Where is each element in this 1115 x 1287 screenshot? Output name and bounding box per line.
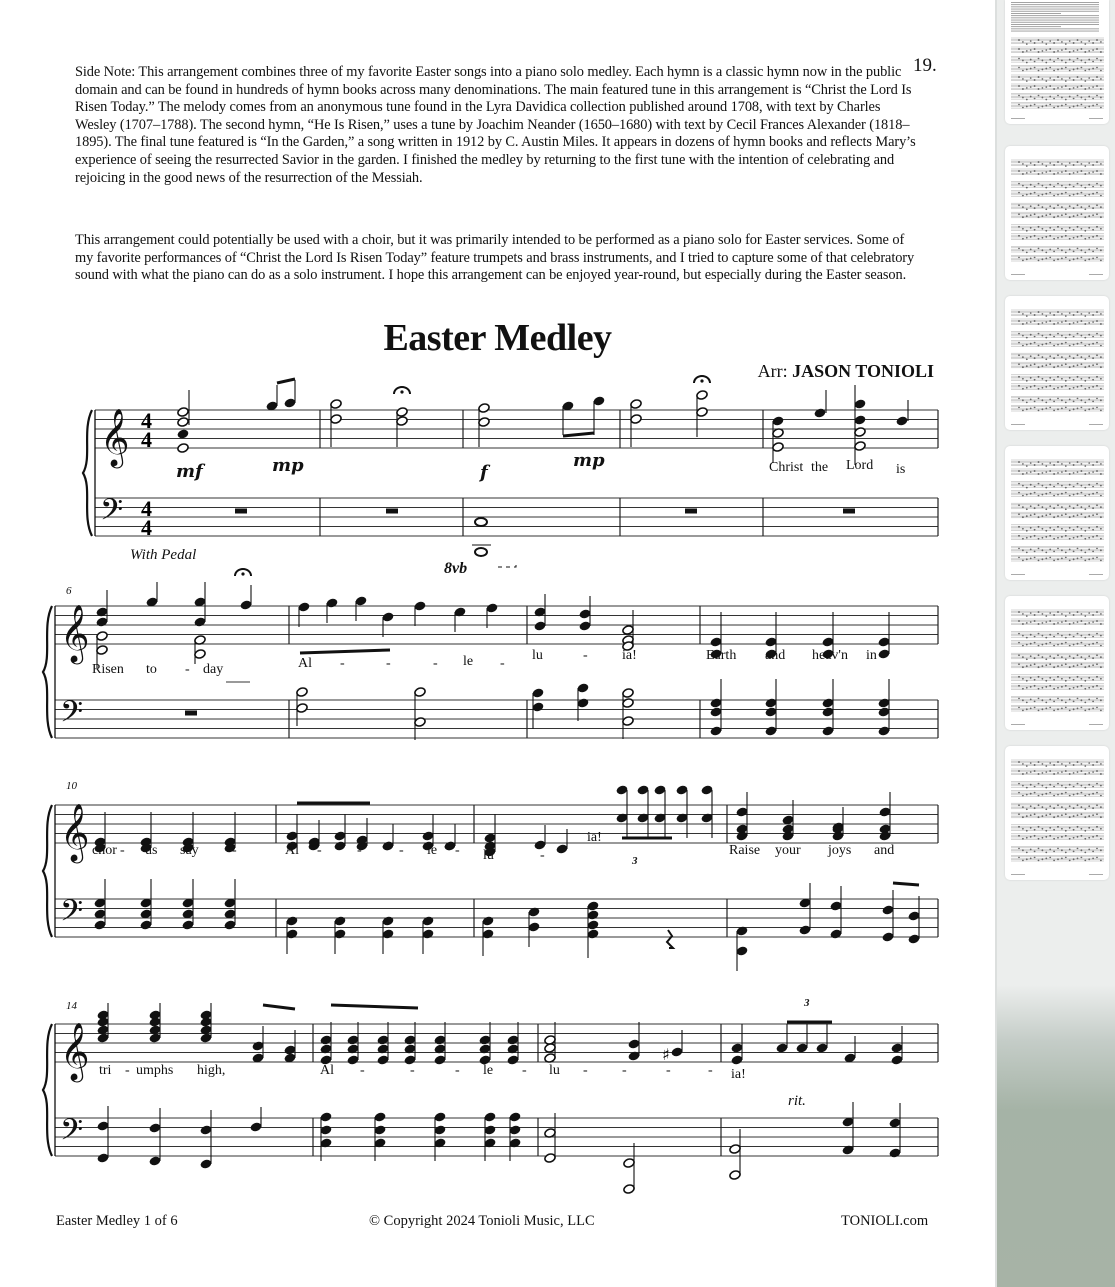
bass-clef-icon: 𝄢 — [60, 894, 84, 936]
lyric-syllable: - — [120, 843, 125, 858]
lyric-syllable: day — [203, 662, 224, 677]
lyric-syllable: le — [463, 654, 474, 669]
quarter-note-head — [177, 429, 189, 440]
quarter-note-head — [97, 1017, 109, 1028]
lyric-syllable: to — [146, 662, 157, 677]
half-note-head — [729, 1170, 741, 1181]
quarter-note-head — [896, 416, 908, 427]
quarter-note-head — [374, 1112, 386, 1123]
lyric-syllable: is — [896, 462, 906, 477]
quarter-note-head — [593, 396, 605, 407]
quarter-note-head — [765, 726, 777, 737]
lyric-syllable: - — [232, 843, 237, 858]
half-note-head — [177, 407, 189, 418]
half-note-head — [396, 407, 408, 418]
bass-clef-icon: 𝄢 — [100, 493, 124, 535]
quarter-note-head — [671, 1047, 683, 1058]
quarter-note-head — [434, 1035, 446, 1046]
footer-title: Easter Medley 1 of 6 — [56, 1213, 178, 1229]
quarter-note-head — [776, 1043, 788, 1054]
beam — [563, 433, 594, 436]
lyric-syllable: ia! — [622, 648, 637, 663]
quarter-note-head — [355, 596, 367, 607]
quarter-note-head — [286, 929, 298, 940]
triplet-mark: 3 — [804, 997, 810, 1009]
quarter-note-head — [676, 785, 688, 796]
lyric-syllable: us — [145, 843, 158, 858]
time-signature-numerator: 4 — [141, 496, 152, 521]
page-thumbnail-sidebar[interactable] — [995, 0, 1115, 1287]
quarter-note-head — [556, 844, 568, 855]
quarter-note-head — [822, 637, 834, 648]
thumbnail-preview — [1005, 446, 1109, 580]
quarter-note-head — [772, 416, 784, 427]
quarter-note-head — [731, 1055, 743, 1066]
whole-rest — [843, 509, 855, 514]
dynamic-f: f — [480, 462, 488, 483]
fermata-dot — [241, 572, 244, 575]
treble-clef-icon: 𝄞 — [100, 408, 130, 466]
lyric-syllable: high, — [197, 1063, 226, 1078]
page-thumbnail-6[interactable] — [1005, 746, 1109, 880]
brace — [43, 1024, 52, 1156]
quarter-note-head — [816, 1043, 828, 1054]
quarter-note-head — [587, 910, 599, 921]
quarter-note-head — [854, 415, 866, 426]
quarter-note-head — [878, 649, 890, 660]
quarter-note-head — [97, 1121, 109, 1132]
quarter-note-head — [701, 785, 713, 796]
half-note-head — [96, 645, 108, 656]
quarter-note-head — [577, 698, 589, 709]
lyric-syllable: - — [357, 843, 362, 858]
quarter-note-head — [882, 932, 894, 943]
thumbnail-preview — [1005, 746, 1109, 880]
quarter-note-head — [587, 920, 599, 931]
brace — [83, 410, 92, 536]
quarter-note-head — [908, 911, 920, 922]
dynamic-mp: mp — [272, 455, 304, 476]
quarter-note-head — [579, 621, 591, 632]
dynamic-mp: mp — [573, 450, 605, 471]
quarter-note-head — [765, 698, 777, 709]
lyric-syllable: Earth — [706, 648, 737, 663]
triplet-mark: 3 — [632, 855, 638, 867]
quarter-note-head — [534, 621, 546, 632]
quarter-note-head — [334, 916, 346, 927]
quarter-note-head — [878, 707, 890, 718]
half-note-head — [478, 417, 490, 428]
measure-number: 14 — [66, 1000, 77, 1012]
page-thumbnail-5[interactable] — [1005, 596, 1109, 730]
side-note-text: Side Note: This arrangement combines three of my favorite Easter songs into a piano solo medley. Each hymn is a classic hymn now in the public domain and can be found in hundreds of hymn books across many denominations. The main featured tune in this arrangement is “Christ the Lord Is Risen Today.” The melody comes from an anonymous tune found in the Lyra Davidica collection published around 1708, with text by Charles Wesley (1707–1788). The second hymn, “He Is Risen,” uses a tune by Joachim Neander (1650–1680) with text by Cecil Frances Alexander (1818–1895). The final tune featured is “In the Garden,” a song written in 1912 by C. Austin Miles. It appears in dozens of hymn books and reflects Mary’s experience of seeing the resurrected Savior in the garden. I finished the medley by returning to the first tune with the intention of celebrating and rejoicing in the good news of the resurrection of the Messiah. — [75, 64, 916, 186]
quarter-note-head — [822, 726, 834, 737]
quarter-note-head — [507, 1055, 519, 1066]
time-signature-denominator: 4 — [141, 427, 152, 452]
treble-clef-icon: 𝄞 — [60, 1022, 90, 1080]
half-note-head — [696, 390, 708, 401]
footer-website: TONIOLI.com — [841, 1213, 929, 1229]
quarter-note-head — [252, 1041, 264, 1052]
quarter-note-head — [224, 920, 236, 931]
lyric-syllable: - — [386, 656, 391, 671]
quarter-note-head — [298, 602, 310, 613]
brace — [43, 805, 52, 937]
half-note-head — [177, 443, 189, 454]
half-note-head — [630, 399, 642, 410]
thumbnail-preview — [1005, 0, 1109, 124]
half-note-head — [96, 631, 108, 642]
lyric-syllable: lu — [483, 848, 494, 863]
quarter-note-head — [654, 785, 666, 796]
quarter-note-head — [382, 841, 394, 852]
quarter-note-head — [434, 1112, 446, 1123]
quarter-note-head — [482, 929, 494, 940]
quarter-note-head — [587, 929, 599, 940]
half-note-head — [177, 417, 189, 428]
brace — [43, 606, 52, 738]
dynamic-mf: mf — [176, 461, 203, 482]
whole-note-head — [475, 548, 487, 556]
quarter-note-head — [382, 916, 394, 927]
quarter-note-head — [94, 920, 106, 931]
bass-clef-icon: 𝄢 — [60, 695, 84, 737]
half-note-head — [544, 1153, 556, 1164]
quarter-note-head — [908, 934, 920, 945]
quarter-note-head — [320, 1112, 332, 1123]
page-thumbnail-2[interactable] — [1005, 146, 1109, 280]
quarter-note-head — [347, 1035, 359, 1046]
whole-rest — [185, 711, 197, 716]
quarter-note-head — [434, 1125, 446, 1136]
side-note-text: This arrangement could potentially be used with a choir, but it was primarily intended to be performed as a piano solo for Easter services. Some of my favorite performances of “Christ the Lord Is Risen Today” feature trumpets and brass instruments, and I tried to capture some of that celebratory sound with what the piano can do as a solo instrument. I hope this arrangement can be enjoyed year-round, but especially during the Easter season. — [75, 232, 915, 284]
quarter-note-head — [200, 1125, 212, 1136]
quarter-note-head — [889, 1118, 901, 1129]
quarter-note-head — [284, 398, 296, 409]
lyric-syllable: Al — [320, 1063, 334, 1078]
lyric-syllable: lu — [549, 1063, 560, 1078]
quarter-note-head — [736, 807, 748, 818]
quarter-note-head — [194, 617, 206, 628]
quarter-note-head — [422, 916, 434, 927]
lyric-syllable: Al — [298, 656, 312, 671]
quarter-note-head — [377, 1035, 389, 1046]
half-note-head — [854, 441, 866, 452]
quarter-note-head — [286, 916, 298, 927]
quarter-note-head — [822, 707, 834, 718]
quarter-note-head — [889, 1148, 901, 1159]
quarter-note-head — [736, 946, 748, 957]
lyric-syllable: - — [540, 848, 545, 863]
quarter-note-head — [765, 707, 777, 718]
bass-clef-icon: 𝄢 — [60, 1113, 84, 1155]
half-note-head — [396, 416, 408, 427]
lyric-syllable: le — [483, 1063, 494, 1078]
lyric-syllable: Lord — [846, 458, 874, 473]
quarter-note-head — [878, 698, 890, 709]
quarter-note-head — [422, 929, 434, 940]
whole-rest — [386, 509, 398, 514]
quarter-note-head — [891, 1043, 903, 1054]
quarter-note-head — [637, 785, 649, 796]
lyric-syllable: le — [427, 843, 438, 858]
lyric-syllable: Al — [285, 843, 299, 858]
thumbnail-preview — [1005, 596, 1109, 730]
quarter-note-head — [334, 841, 346, 852]
whole-rest — [685, 509, 697, 514]
half-note-head — [623, 1158, 635, 1169]
half-note-head — [414, 717, 426, 728]
quarter-note-head — [854, 399, 866, 410]
quarter-note-head — [878, 637, 890, 648]
quarter-note-head — [96, 617, 108, 628]
lyric-syllable: - — [622, 1063, 627, 1078]
lyric-syllable: ia! — [587, 830, 602, 845]
quarter-note-head — [814, 408, 826, 419]
lyric-syllable: in — [866, 648, 877, 663]
lyric-syllable: - — [410, 1063, 415, 1078]
quarter-note-head — [334, 831, 346, 842]
quarter-note-head — [532, 702, 544, 713]
quarter-note-head — [882, 905, 894, 916]
lyric-syllable: Risen — [92, 662, 124, 677]
lyric-syllable: - — [583, 648, 588, 663]
half-note-head — [630, 414, 642, 425]
fermata-dot — [700, 379, 703, 382]
lyric-syllable: joys — [828, 843, 852, 858]
lyric-syllable: - — [666, 1063, 671, 1078]
half-note-head — [854, 427, 866, 438]
lyric-syllable: - — [500, 656, 505, 671]
quarter-note-head — [149, 1033, 161, 1044]
quarter-note-head — [832, 831, 844, 842]
quarter-note-head — [830, 929, 842, 940]
lyric-syllable: - — [522, 1063, 527, 1078]
half-note-head — [622, 625, 634, 636]
lyric-syllable: the — [811, 460, 829, 475]
whole-rest — [235, 509, 247, 514]
footer-copyright: © Copyright 2024 Tonioli Music, LLC — [369, 1213, 595, 1229]
quarter-note-head — [736, 831, 748, 842]
half-note-head — [478, 403, 490, 414]
quarter-note-head — [149, 1017, 161, 1028]
half-note-head — [414, 687, 426, 698]
quarter-rest — [667, 930, 673, 948]
quarter-note-head — [347, 1055, 359, 1066]
quarter-note-head — [200, 1017, 212, 1028]
lyric-syllable: - — [583, 1063, 588, 1078]
lyric-syllable: - — [360, 1063, 365, 1078]
half-note-head — [622, 698, 634, 709]
quarter-note-head — [286, 831, 298, 842]
quarter-note-head — [320, 1125, 332, 1136]
quarter-note-head — [200, 1159, 212, 1170]
quarter-note-head — [891, 1055, 903, 1066]
measure-number: 10 — [66, 780, 77, 792]
quarter-note-head — [628, 1039, 640, 1050]
quarter-note-head — [878, 726, 890, 737]
ritardando: rit. — [788, 1093, 806, 1109]
quarter-note-head — [414, 601, 426, 612]
quarter-note-head — [486, 603, 498, 614]
quarter-note-head — [284, 1045, 296, 1056]
half-note-head — [729, 1144, 741, 1155]
sharp-icon: ♯ — [662, 1045, 670, 1064]
lyric-syllable: - — [340, 656, 345, 671]
quarter-note-head — [710, 707, 722, 718]
quarter-note-head — [710, 698, 722, 709]
quarter-note-head — [149, 1123, 161, 1134]
quarter-note-head — [830, 901, 842, 912]
quarter-note-head — [240, 600, 252, 611]
quarter-note-head — [422, 831, 434, 842]
quarter-note-head — [507, 1035, 519, 1046]
lyric-syllable: say — [180, 843, 199, 858]
page-number: 19. — [913, 55, 937, 76]
quarter-note-head — [616, 785, 628, 796]
quarter-note-head — [479, 1035, 491, 1046]
lyric-syllable: Christ — [769, 460, 804, 475]
beam — [893, 883, 919, 885]
quarter-note-head — [710, 637, 722, 648]
quarter-note-head — [579, 609, 591, 620]
page-thumbnail-3[interactable] — [1005, 296, 1109, 430]
treble-clef-icon: 𝄞 — [60, 803, 90, 861]
page-thumbnail-4[interactable] — [1005, 446, 1109, 580]
lyric-syllable: your — [775, 843, 801, 858]
octave-line — [498, 563, 516, 567]
quarter-note-head — [434, 1055, 446, 1066]
half-note-head — [194, 649, 206, 660]
quarter-note-head — [577, 683, 589, 694]
quarter-note-head — [587, 901, 599, 912]
lyric-syllable: - — [185, 662, 190, 677]
half-note-head — [544, 1043, 556, 1054]
quarter-note-head — [200, 1033, 212, 1044]
quarter-note-head — [182, 920, 194, 931]
time-signature-numerator: 4 — [141, 408, 152, 433]
lyric-syllable: - — [125, 1063, 130, 1078]
quarter-note-head — [710, 726, 722, 737]
quarter-note-head — [382, 929, 394, 940]
lyric-syllable: - — [455, 843, 460, 858]
quarter-note-head — [149, 1156, 161, 1167]
quarter-note-head — [250, 1122, 262, 1133]
thumbnail-preview — [1005, 296, 1109, 430]
quarter-note-head — [326, 598, 338, 609]
lyric-syllable: lu — [532, 648, 543, 663]
lyric-syllable: heav'n — [812, 648, 848, 663]
lyric-syllable: tri — [99, 1063, 112, 1078]
lyric-syllable: Raise — [729, 843, 761, 858]
quarter-note-head — [509, 1112, 521, 1123]
quarter-note-head — [796, 1043, 808, 1054]
quarter-note-head — [532, 688, 544, 699]
half-note-head — [622, 688, 634, 699]
lyric-syllable: - — [433, 656, 438, 671]
lyric-syllable: chor — [92, 843, 117, 858]
quarter-note-head — [482, 916, 494, 927]
quarter-note-head — [140, 920, 152, 931]
quarter-note-head — [782, 831, 794, 842]
quarter-note-head — [528, 922, 540, 933]
quarter-note-head — [382, 612, 394, 623]
half-note-head — [296, 687, 308, 698]
measure-number: 6 — [66, 585, 72, 597]
quarter-note-head — [404, 1035, 416, 1046]
pedal-direction: With Pedal — [130, 547, 197, 563]
thumbnail-preview — [1005, 146, 1109, 280]
beam — [331, 1005, 418, 1008]
quarter-note-head — [484, 1125, 496, 1136]
quarter-note-head — [509, 1125, 521, 1136]
half-note-head — [623, 1184, 635, 1195]
quarter-note-head — [374, 1125, 386, 1136]
arranger-prefix: Arr: — [757, 361, 788, 381]
score-title: Easter Medley — [383, 317, 612, 359]
half-note-head — [696, 407, 708, 418]
lyric-syllable: - — [708, 1063, 713, 1078]
lyric-syllable: - — [317, 843, 322, 858]
lyric-syllable: - — [399, 843, 404, 858]
half-note-head — [330, 399, 342, 410]
quarter-note-head — [377, 1055, 389, 1066]
half-note-head — [296, 703, 308, 714]
whole-note-head — [475, 518, 487, 526]
time-signature-denominator: 4 — [141, 515, 152, 540]
lyric-syllable: and — [765, 648, 786, 663]
beam — [263, 1005, 295, 1009]
quarter-note-head — [879, 807, 891, 818]
quarter-note-head — [731, 1043, 743, 1054]
page-thumbnail-1[interactable] — [1005, 0, 1109, 124]
quarter-note-head — [484, 833, 496, 844]
lyric-syllable: umphs — [136, 1063, 174, 1078]
quarter-note-head — [97, 1033, 109, 1044]
quarter-note-head — [97, 1153, 109, 1164]
beam — [300, 650, 390, 653]
arranger-name: JASON TONIOLI — [792, 361, 934, 381]
quarter-note-head — [765, 637, 777, 648]
quarter-note-head — [484, 1112, 496, 1123]
lyric-syllable: and — [874, 843, 895, 858]
quarter-note-head — [320, 1035, 332, 1046]
lyric-syllable: ia! — [731, 1067, 746, 1082]
quarter-note-head — [879, 831, 891, 842]
octave-bassa: 8vb — [444, 560, 468, 577]
quarter-note-head — [822, 698, 834, 709]
half-note-head — [330, 414, 342, 425]
half-note-head — [772, 442, 784, 453]
quarter-note-head — [334, 929, 346, 940]
half-note-head — [622, 716, 634, 727]
treble-clef-icon: 𝄞 — [60, 604, 90, 662]
fermata-dot — [400, 390, 403, 393]
quarter-note-head — [799, 925, 811, 936]
lyric-syllable: - — [455, 1063, 460, 1078]
beam — [277, 379, 295, 383]
